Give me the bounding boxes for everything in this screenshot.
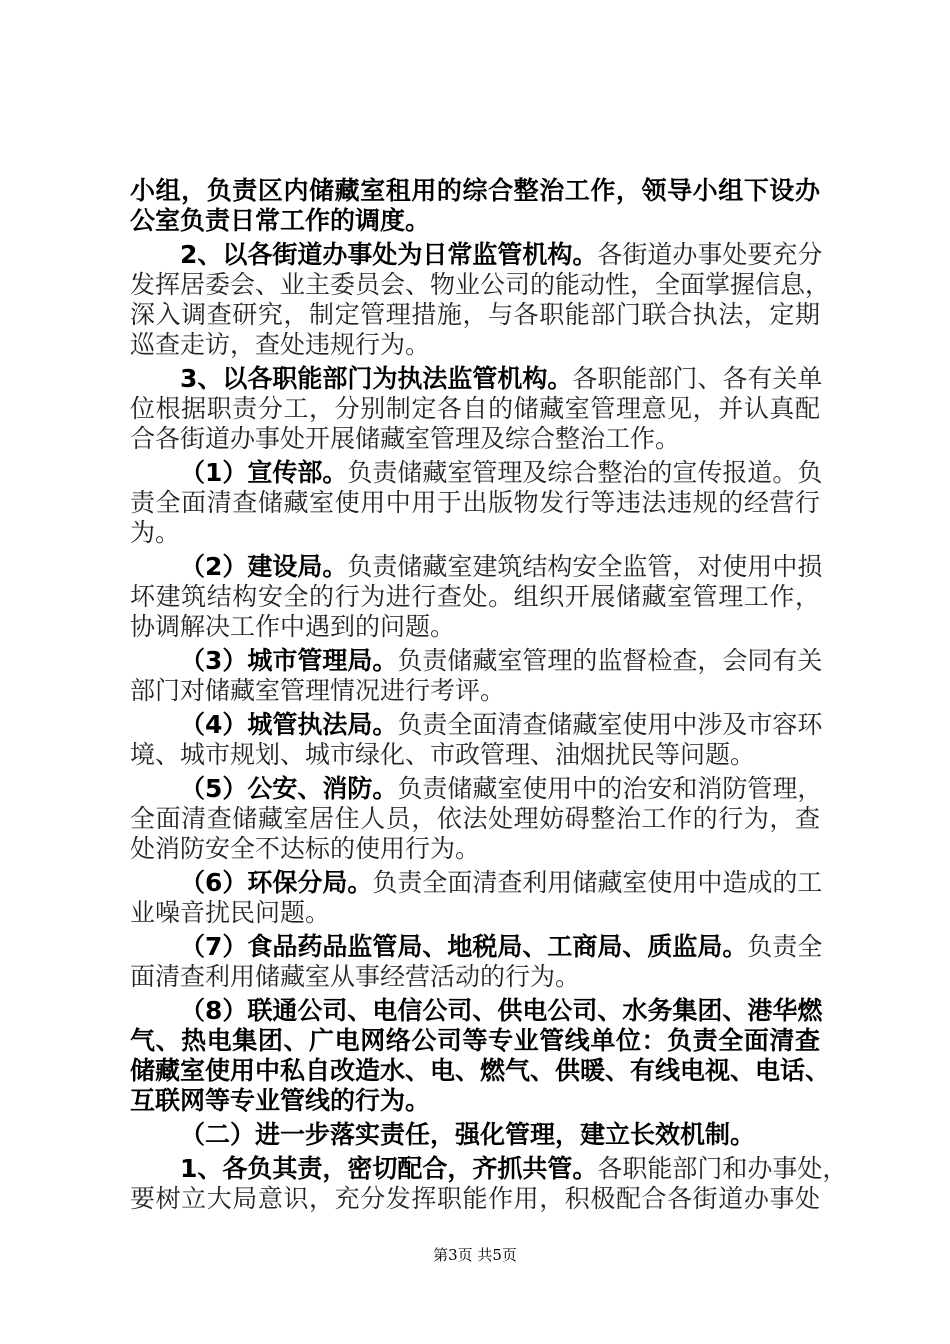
text-line bbox=[130, 240, 823, 270]
bold-heading-text: 公室负责日常工作的调度。 bbox=[130, 206, 431, 235]
body-text: 负责全面清查利用储藏室使用中造成的工 bbox=[372, 868, 823, 897]
bold-heading-text: （6）环保分局。 bbox=[180, 868, 373, 897]
body-text: 要树立大局意识，充分发挥职能作用，积极配合各街道办事处 bbox=[130, 1184, 820, 1213]
text-line bbox=[130, 996, 823, 1026]
body-text: 责全面清查储藏室使用中用于出版物发行等违法违规的经营行 bbox=[130, 488, 820, 517]
text-line bbox=[130, 932, 823, 962]
body-text: 面清查利用储藏室从事经营活动的行为。 bbox=[130, 962, 581, 991]
body-text: 发挥居委会、业主委员会、物业公司的能动性，全面掌握信息， bbox=[130, 270, 831, 299]
body-text: 负责储藏室管理及综合整治的宣传报道。负 bbox=[347, 458, 823, 487]
bold-heading-text: （5）公安、消防。 bbox=[180, 774, 398, 803]
body-text: 负责储藏室建筑结构安全监管，对使用中损 bbox=[347, 552, 823, 581]
body-text: 业噪音扰民问题。 bbox=[130, 898, 331, 927]
document-body bbox=[130, 176, 848, 1218]
text-line bbox=[130, 394, 820, 424]
body-text: 深入调查研究，制定管理措施，与各职能部门联合执法，定期 bbox=[130, 300, 820, 329]
body-text: 各职能部门和办事处， bbox=[597, 1154, 848, 1183]
paragraph bbox=[130, 552, 823, 642]
bold-heading-text: （4）城管执法局。 bbox=[180, 710, 398, 739]
body-text: 负责储藏室使用中的治安和消防管理， bbox=[397, 774, 823, 803]
body-text: 各职能部门、各有关单 bbox=[572, 364, 823, 393]
paragraph bbox=[130, 646, 823, 706]
bold-heading-text: （3）城市管理局。 bbox=[180, 646, 398, 675]
bold-heading-text: （1）宣传部。 bbox=[180, 458, 348, 487]
paragraph bbox=[130, 176, 820, 236]
text-line bbox=[130, 552, 823, 582]
body-text: 坏建筑结构安全的行为进行查处。组织开展储藏室管理工作， bbox=[130, 582, 820, 611]
body-text: 部门对储藏室管理情况进行考评。 bbox=[130, 676, 506, 705]
body-text: 为。 bbox=[130, 518, 181, 547]
bold-heading-text: 3、以各职能部门为执法监管机构。 bbox=[180, 364, 573, 393]
paragraph bbox=[130, 364, 823, 454]
text-line bbox=[130, 364, 823, 394]
body-text: 负责全 bbox=[747, 932, 823, 961]
text-line bbox=[130, 676, 820, 706]
paragraph bbox=[130, 458, 823, 548]
paragraph bbox=[130, 1154, 848, 1214]
body-text: 位根据职责分工，分别制定各自的储藏室管理意见，并认真配 bbox=[130, 394, 820, 423]
text-line bbox=[130, 424, 820, 454]
paragraph bbox=[130, 240, 831, 360]
text-line bbox=[130, 300, 820, 330]
text-line bbox=[130, 488, 820, 518]
text-line bbox=[130, 518, 820, 548]
paragraph bbox=[130, 774, 823, 864]
body-text: 处消防安全不达标的使用行为。 bbox=[130, 834, 481, 863]
paragraph bbox=[130, 996, 831, 1116]
text-line bbox=[130, 868, 823, 898]
body-text: 负责储藏室管理的监督检查，会同有关 bbox=[397, 646, 823, 675]
text-line bbox=[130, 270, 831, 300]
text-line bbox=[130, 646, 823, 676]
bold-heading-text: 气、热电集团、广电网络公司等专业管线单位：负责全面清查 bbox=[130, 1026, 820, 1055]
text-line bbox=[130, 458, 823, 488]
text-line bbox=[130, 1154, 848, 1184]
text-line bbox=[130, 330, 820, 360]
text-line bbox=[130, 740, 820, 770]
body-text: 负责全面清查储藏室使用中涉及市容环 bbox=[397, 710, 823, 739]
text-line bbox=[130, 710, 823, 740]
bold-heading-text: 互联网等专业管线的行为。 bbox=[130, 1086, 431, 1115]
text-line bbox=[130, 898, 820, 928]
body-text: 合各街道办事处开展储藏室管理及综合整治工作。 bbox=[130, 424, 681, 453]
body-text: 巡查走访，查处违规行为。 bbox=[130, 330, 431, 359]
text-line bbox=[130, 1086, 820, 1116]
text-line bbox=[130, 962, 820, 992]
bold-heading-text: （8）联通公司、电信公司、供电公司、水务集团、港华燃 bbox=[180, 996, 823, 1025]
text-line bbox=[130, 206, 820, 236]
bold-heading-text: （2）建设局。 bbox=[180, 552, 348, 581]
text-line bbox=[130, 582, 820, 612]
body-text: 各街道办事处要充分 bbox=[597, 240, 823, 269]
bold-heading-text: 储藏室使用中私自改造水、电、燃气、供暖、有线电视、电话、 bbox=[130, 1056, 831, 1085]
text-line bbox=[130, 1120, 820, 1150]
body-text: 协调解决工作中遇到的问题。 bbox=[130, 612, 456, 641]
paragraph bbox=[130, 932, 823, 992]
text-line bbox=[130, 1026, 820, 1056]
bold-heading-text: （二）进一步落实责任，强化管理，建立长效机制。 bbox=[180, 1120, 756, 1149]
paragraph bbox=[130, 710, 823, 770]
paragraph bbox=[130, 868, 823, 928]
text-line bbox=[130, 774, 823, 804]
bold-heading-text: 1、各负其责，密切配合，齐抓共管。 bbox=[180, 1154, 598, 1183]
text-line bbox=[130, 1184, 820, 1214]
bold-heading-text: （7）食品药品监管局、地税局、工商局、质监局。 bbox=[180, 932, 748, 961]
text-line bbox=[130, 176, 820, 206]
body-text: 境、城市规划、城市绿化、市政管理、油烟扰民等问题。 bbox=[130, 740, 756, 769]
text-line bbox=[130, 1056, 831, 1086]
body-text: 全面清查储藏室居住人员，依法处理妨碍整治工作的行为，查 bbox=[130, 804, 820, 833]
text-line bbox=[130, 834, 820, 864]
paragraph bbox=[130, 1120, 820, 1150]
bold-heading-text: 2、以各街道办事处为日常监管机构。 bbox=[180, 240, 598, 269]
text-line bbox=[130, 612, 820, 642]
bold-heading-text: 小组，负责区内储藏室租用的综合整治工作，领导小组下设办 bbox=[130, 176, 820, 205]
page-footer: 第3页 共5页 bbox=[433, 1246, 517, 1264]
text-line bbox=[130, 804, 820, 834]
